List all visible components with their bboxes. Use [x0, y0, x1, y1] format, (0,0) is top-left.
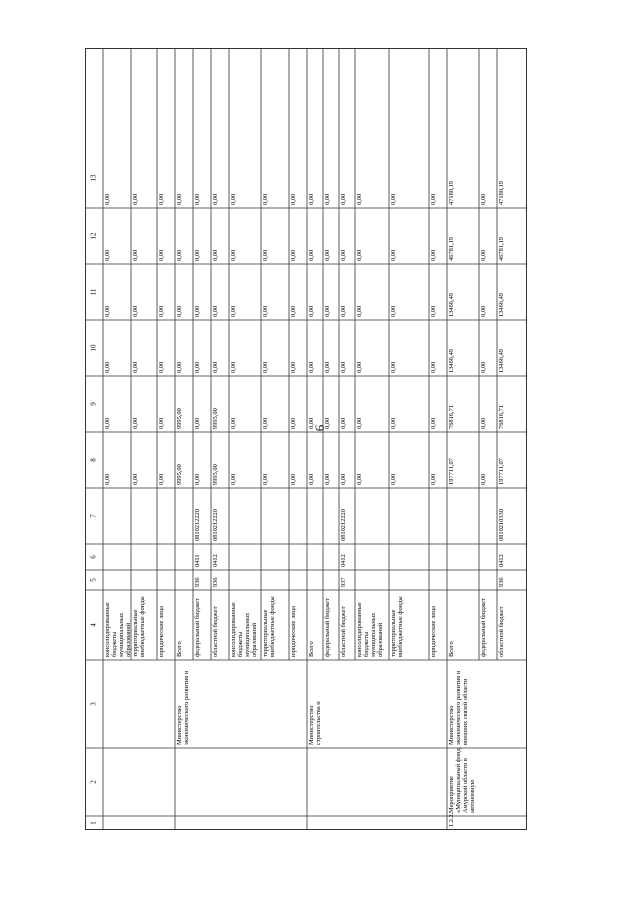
- table-cell: 0,00: [308, 417, 315, 429]
- table-cell: 0,00: [230, 417, 237, 429]
- table-cell: 0810212220: [194, 509, 201, 541]
- table-cell: 0,00: [308, 305, 315, 317]
- table-cell: 0,00: [356, 417, 363, 429]
- table-cell: 0,00: [390, 473, 397, 485]
- table-cell: 0411: [194, 554, 201, 567]
- table-cell: 0,00: [430, 473, 437, 485]
- table-cell: 46781,19: [498, 237, 505, 261]
- table-cell: юридические лица: [430, 606, 437, 657]
- table-cell: 0,00: [230, 473, 237, 485]
- table-cell: 0,00: [104, 361, 111, 373]
- table-cell: 0,00: [194, 417, 201, 429]
- table-cell: 0,00: [262, 361, 269, 373]
- column-header: 7: [89, 514, 98, 518]
- table-cell: 0,00: [308, 249, 315, 261]
- table-cell: 9995,00: [176, 408, 183, 429]
- table-cell: 0,00: [390, 305, 397, 317]
- table-cell: 0,00: [356, 473, 363, 485]
- table-cell: 9995,00: [212, 408, 219, 429]
- table-cell: федеральный бюджет: [480, 598, 487, 657]
- table-cell: 0,00: [176, 249, 183, 261]
- table-cell: Мероприятие«Муниципальный фондАмурской области вавтономную: [448, 748, 476, 813]
- table-cell: 0,00: [104, 473, 111, 485]
- column-header: 5: [89, 578, 98, 582]
- table-cell: Министерствоэкономического развития и: [176, 670, 190, 745]
- table-cell: 0,00: [132, 193, 139, 205]
- table-cell: 0,00: [324, 473, 331, 485]
- table-cell: 197711,07: [448, 458, 455, 485]
- table-cell: 0,00: [290, 193, 297, 205]
- table-cell: 0,00: [340, 305, 347, 317]
- table-cell: федеральный бюджет: [324, 598, 331, 657]
- table-cell: 0412: [212, 554, 219, 567]
- table-cell: 13466,49: [448, 349, 455, 373]
- table-cell: юридические лица: [290, 606, 297, 657]
- table-cell: 936: [498, 577, 505, 587]
- table-cell: территориальныевнебюджетные фонды: [262, 596, 276, 657]
- table-cell: 0,00: [158, 249, 165, 261]
- table-cell: 0,00: [104, 249, 111, 261]
- table-cell: консолидированныебюджетымуниципальныхобразований: [356, 602, 384, 657]
- table-cell: 0,00: [390, 417, 397, 429]
- table-cell: 13466,49: [448, 293, 455, 317]
- column-header: 2: [89, 780, 98, 784]
- table-cell: 197711,07: [498, 458, 505, 485]
- table-cell: 0,00: [132, 417, 139, 429]
- table-cell: Министерствоэкономического развития ивнешних связей области: [448, 670, 469, 745]
- table-cell: федеральный бюджет: [194, 598, 201, 657]
- column-header: 4: [89, 623, 98, 627]
- table-cell: 0,00: [290, 305, 297, 317]
- table-cell: 0,00: [262, 473, 269, 485]
- table-cell: 0,00: [324, 249, 331, 261]
- table-cell: 0,00: [480, 193, 487, 205]
- table-cell: 0,00: [340, 473, 347, 485]
- table-cell: 0,00: [430, 417, 437, 429]
- table-cell: 0,00: [480, 249, 487, 261]
- table-cell: 0,00: [262, 249, 269, 261]
- table-cell: 0,00: [290, 473, 297, 485]
- table-cell: 0,00: [230, 305, 237, 317]
- table-cell: 0,00: [132, 249, 139, 261]
- column-header: 9: [89, 402, 98, 406]
- table-cell: областной бюджет: [340, 606, 347, 657]
- table-cell: 0,00: [176, 193, 183, 205]
- table-cell: 0,00: [194, 249, 201, 261]
- table-cell: 0,00: [324, 417, 331, 429]
- table-cell: 0810212220: [212, 509, 219, 541]
- table-cell: 0,00: [324, 305, 331, 317]
- table-cell: 0,00: [158, 361, 165, 373]
- table-cell: 0,00: [290, 417, 297, 429]
- table-cell: 13466,49: [498, 293, 505, 317]
- table-cell: 76816,71: [498, 405, 505, 429]
- table-cell: 0,00: [262, 305, 269, 317]
- table-cell: 0,00: [430, 305, 437, 317]
- table-cell: 0,00: [212, 361, 219, 373]
- table-cell: 0,00: [356, 193, 363, 205]
- table-cell: консолидированныебюджетымуниципальныхобразований: [230, 602, 258, 657]
- table-cell: 0,00: [480, 305, 487, 317]
- column-header: 10: [89, 344, 98, 352]
- column-header: 11: [89, 288, 98, 296]
- table-cell: 0,00: [158, 193, 165, 205]
- table-cell: юридические лица: [158, 606, 165, 657]
- table-cell: 0,00: [230, 249, 237, 261]
- table-cell: 0,00: [230, 193, 237, 205]
- table-cell: 937: [340, 577, 347, 587]
- table-cell: 0,00: [340, 249, 347, 261]
- table-cell: 0,00: [262, 193, 269, 205]
- table-cell: 0,00: [212, 249, 219, 261]
- column-header: 6: [89, 555, 98, 559]
- table-cell: 0,00: [132, 305, 139, 317]
- table-cell: 0,00: [308, 361, 315, 373]
- table-cell: 0,00: [340, 361, 347, 373]
- table-cell: 0,00: [212, 193, 219, 205]
- table-cell: 0,00: [308, 193, 315, 205]
- table-cell: 0,00: [324, 361, 331, 373]
- table-cell: Всего: [176, 641, 183, 657]
- table-cell: 0,00: [308, 473, 315, 485]
- column-header: 3: [89, 702, 98, 706]
- table-cell: территориальныевнебюджетные фонды: [390, 596, 404, 657]
- table-cell: 0,00: [356, 361, 363, 373]
- table-grid: [85, 48, 527, 830]
- table-cell: 0,00: [132, 361, 139, 373]
- column-header: 8: [89, 458, 98, 462]
- table-cell: 0,00: [158, 473, 165, 485]
- table-cell: Всего: [308, 641, 315, 657]
- table-cell: 1.2.2.: [448, 812, 455, 827]
- table-cell: 0,00: [176, 305, 183, 317]
- table-cell: территориальныевнебюджетные фонды: [132, 596, 146, 657]
- table-cell: 0,00: [262, 417, 269, 429]
- table-cell: 76816,71: [448, 405, 455, 429]
- column-header: 13: [89, 174, 98, 182]
- table-cell: 0,00: [104, 305, 111, 317]
- table-cell: 0,00: [356, 249, 363, 261]
- table-cell: 0,00: [104, 193, 111, 205]
- column-header: 1: [89, 821, 98, 825]
- table-cell: 0,00: [158, 417, 165, 429]
- table-cell: 0,00: [480, 417, 487, 429]
- table-cell: 9995,00: [176, 464, 183, 485]
- table-cell: 0,00: [390, 249, 397, 261]
- column-header: 12: [89, 232, 98, 240]
- table-cell: 0,00: [430, 249, 437, 261]
- table-cell: 0,00: [340, 193, 347, 205]
- table-cell: 0,00: [194, 193, 201, 205]
- table-cell: Всего: [448, 641, 455, 657]
- table-cell: 0,00: [390, 193, 397, 205]
- table-cell: Министерствостроительства и: [308, 701, 322, 745]
- table-cell: 0,00: [194, 473, 201, 485]
- table-cell: 0,00: [480, 361, 487, 373]
- table-cell: 0810212220: [340, 509, 347, 541]
- table-cell: 0,00: [340, 417, 347, 429]
- table-cell: 0,00: [356, 305, 363, 317]
- table-cell: 0,00: [480, 473, 487, 485]
- table-cell: 0,00: [104, 417, 111, 429]
- table-cell: 47180,19: [448, 181, 455, 205]
- table-cell: областной бюджет: [212, 606, 219, 657]
- table-cell: 47180,19: [498, 181, 505, 205]
- table-cell: 0,00: [430, 193, 437, 205]
- table-cell: 0810210330: [498, 509, 505, 541]
- table-cell: 0,00: [132, 473, 139, 485]
- table-cell: 0,00: [290, 249, 297, 261]
- table-cell: 0,00: [194, 305, 201, 317]
- table-cell: 936: [194, 577, 201, 587]
- table-cell: 0412: [340, 554, 347, 567]
- table-cell: 0,00: [176, 361, 183, 373]
- table-cell: 0412: [498, 554, 505, 567]
- page-number: 9: [312, 424, 328, 432]
- table-cell: 0,00: [230, 361, 237, 373]
- rotated-budget-table: [85, 48, 527, 830]
- table-cell: 0,00: [212, 305, 219, 317]
- table-cell: 0,00: [290, 361, 297, 373]
- table-cell: 0,00: [390, 361, 397, 373]
- table-cell: 0,00: [324, 193, 331, 205]
- table-cell: 0,00: [158, 305, 165, 317]
- table-cell: 936: [212, 577, 219, 587]
- table-cell: консолидированныебюджетымуниципальныхобразований: [104, 602, 132, 657]
- table-cell: 0,00: [194, 361, 201, 373]
- table-cell: 46781,19: [448, 237, 455, 261]
- table-cell: 13466,49: [498, 349, 505, 373]
- table-cell: областной бюджет: [498, 606, 505, 657]
- table-cell: 0,00: [430, 361, 437, 373]
- table-cell: 9995,00: [212, 464, 219, 485]
